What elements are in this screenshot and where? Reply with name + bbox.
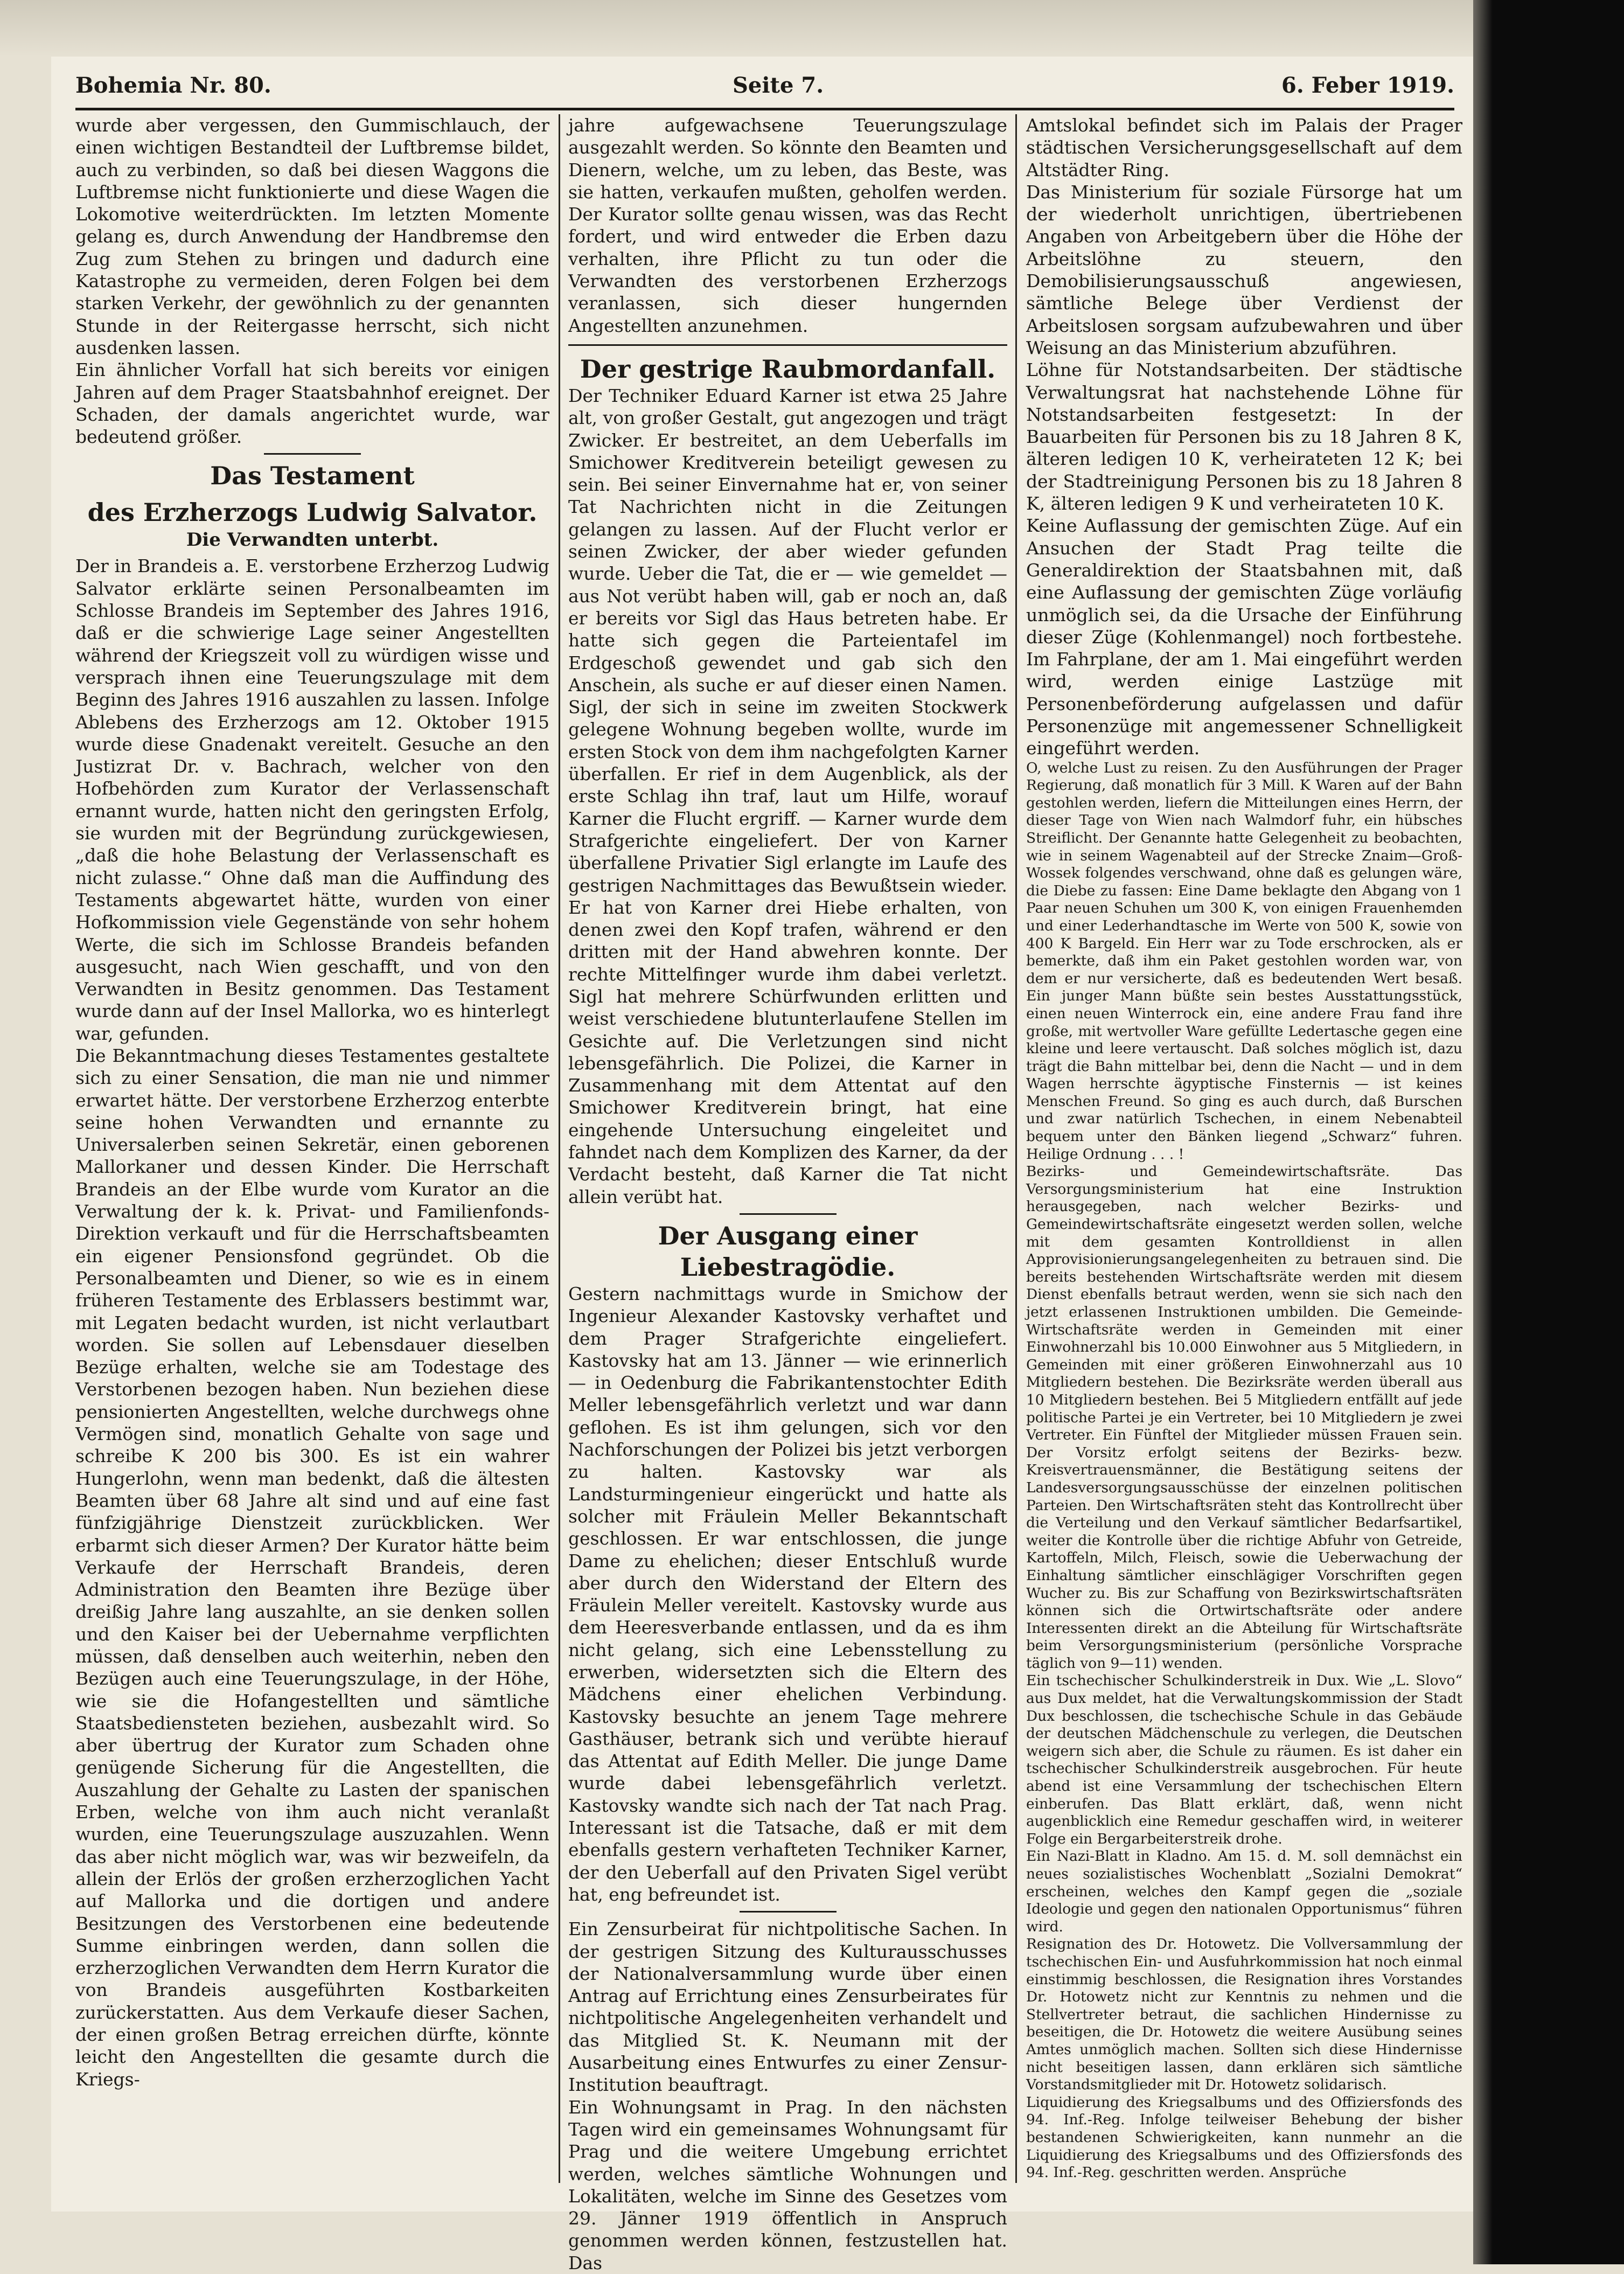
section-divider xyxy=(740,1911,837,1913)
article-paragraph: Ein Zensurbeirat für nichtpolitische Sachen. In der gestrigen Sitzung des Kulturausschusses der Nationalversammlung wurde über einen Antrag auf Errichtung eines Zensurbeirates für nichtpolitische Angelegenheiten verhandelt und das Mitglied St. K. Neumann mit der Ausarbeitung eines Entwurfes zu einer Zensur-Institution beauftragt. xyxy=(568,1918,1007,2096)
article-paragraph: Resignation des Dr. Hotowetz. Die Vollversammlung der tschechischen Ein- und Ausfuhrkommission hat noch einmal einstimmig beschlossen, die Resignation ihres Vorstandes Dr. Hotowetz nicht zur Kenntnis zu nehmen und die Stellvertreter betraut, die sachlichen Hindernisse zu beseitigen, die Dr. Hotowetz die weitere Ausübung seines Amtes unmöglich machen. Sollten sich diese Hindernisse nicht beseitigen lassen, dann erklären sich sämtliche Vorstandsmitglieder mit Dr. Hotowetz solidarisch. xyxy=(1026,1936,1462,2094)
column-3 xyxy=(1026,114,1462,2194)
article-paragraph: Ein ähnlicher Vorfall hat sich bereits vor einigen Jahren auf dem Prager Staatsbahnhof ereignet. Der Schaden, der damals angerichtet wurde, war bedeutend größer. xyxy=(75,359,549,448)
article-paragraph: Bezirks- und Gemeindewirtschaftsräte. Das Versorgungsministerium hat eine Instruktion herausgegeben, nach welcher Bezirks- und Gemeindewirtschaftsräte eingesetzt werden sollen, welche mit dem gesamten Kontrolldienst in allen Approvisionierungsangelegenheiten zu betrauen sind. Die bereits bestehenden Wirtschaftsräte werden mit diesem Dienst ebenfalls betraut werden, wenn sie sich nach den jetzt erlassenen Instruktionen umbilden. Die Gemeinde-Wirtschaftsräte werden in Gemeinden mit einer Einwohnerzahl bis 10.000 Einwohner aus 5 Mitgliedern, in Gemeinden mit einer größeren Einwohnerzahl aus 10 Mitgliedern bestehen. Die Bezirksräte werden überall aus 10 Mitgliedern bestehen. Bei 5 Mitgliedern entfällt auf jede politische Partei je ein Vertreter, bei 10 Mitgliedern je zwei Vertreter. Ein Fünftel der Mitglieder müssen Frauen sein. Der Vorsitz erfolgt seitens der Bezirks- bezw. Kreisvertrauensmänner, die Bestätigung seitens der Landesversorgungsausschüsse der einzelnen politischen Parteien. Den Wirtschaftsräten steht das Kontrollrecht über die Verteilung und den Verkauf sämtlicher Bedarfsartikel, weiter die Kontrolle über die richtige Abfuhr von Getreide, Kartoffeln, Milch, Fleisch, sowie die Ueberwachung der Einhaltung sämtlicher einschlägiger Vorschriften gegen Wucher zu. Bis zur Schaffung von Bezirkswirtschaftsräten können sich die Ortwirtschaftsräte oder andere Interessenten direkt an die Abteilung für Wirtschaftsräte beim Versorgungsministerium (persönliche Vorsprache täglich von 9—11) wenden. xyxy=(1026,1163,1462,1672)
page-header xyxy=(75,67,1454,105)
article-paragraph: Ein tschechischer Schulkinderstreik in Dux. Wie „L. Slovo“ aus Dux meldet, hat die Verwaltungskommission der Stadt Dux beschlossen, die tschechische Schule in das Gebäude der deutschen Mädchenschule zu verlegen, die Deutschen weigern sich aber, die Schule zu räumen. Es ist daher ein tschechischer Schulkinderstreik ausgebrochen. Für heute abend ist eine Versammlung der tschechischen Eltern einberufen. Das Blatt erklärt, daß, wenn nicht augenblicklich eine Remedur geschaffen wird, in weiterer Folge ein Bergarbeiterstreik drohe. xyxy=(1026,1672,1462,1847)
article-paragraph: Gestern nachmittags wurde in Smichow der Ingenieur Alexander Kastovsky verhaftet und dem Prager Strafgerichte eingeliefert. Kastovsky hat am 13. Jänner — wie erinnerlich — in Oedenburg die Fabrikantenstochter Edith Meller lebensgefährlich verletzt und war dann geflohen. Es ist ihm gelungen, sich vor den Nachforschungen der Polizei bis jetzt verborgen zu halten. Kastovsky war als Landsturmingenieur eingerückt und hatte als solcher mit Fräulein Meller Bekanntschaft geschlossen. Er war entschlossen, die junge Dame zu ehelichen; dieser Entschluß wurde aber durch den Widerstand der Eltern des Fräulein Meller vereitelt. Kastovsky wurde aus dem Heeresverbande entlassen, und da es ihm nicht gelang, sich eine Lebensstellung zu erwerben, widersetzten sich die Eltern des Mädchens einer ehelichen Verbindung. Kastovsky besuchte an jenem Tage mehrere Gasthäuser, betrank sich und verübte hierauf das Attentat auf Edith Meller. Die junge Dame wurde dabei lebensgefährlich verletzt. Kastovsky wandte sich nach der Tat nach Prag. Interessant ist die Tatsache, daß er mit dem ebenfalls gestern verhafteten Techniker Karner, der den Ueberfall auf den Privaten Sigel verübt hat, eng befreundet ist. xyxy=(568,1283,1007,1905)
headline-testament: Das Testament xyxy=(210,461,415,491)
article-paragraph: Der Techniker Eduard Karner ist etwa 25 Jahre alt, von großer Gestalt, gut angezogen und trägt Zwicker. Er bestreitet, an dem Ueberfalls im Smichower Kreditverein beteiligt gewesen zu sein. Bei seiner Einvernahme hat er, von seiner Tat Nachrichten nicht in die Zeitungen gelangen zu lassen. Auf der Flucht verlor er seinen Zwicker, der aber wieder gefunden wurde. Ueber die Tat, die er — wie gemeldet — aus Not verübt haben will, gab er noch an, daß er bereits vor Sigl das Haus betreten habe. Er hatte sich gegen die Parteientafel im Erdgeschoß gewendet und gab sich den Anschein, als suche er auf dieser einen Namen. Sigl, der sich in seine im zweiten Stockwerk gelegene Wohnung begeben wollte, wurde im ersten Stock von dem ihm nachgefolgten Karner überfallen. Er rief in dem Augenblick, als der erste Schlag ihn traf, laut um Hilfe, worauf Karner die Flucht ergriff. — Karner wurde dem Strafgerichte eingeliefert. Der von Karner überfallene Privatier Sigl erlangte im Laufe des gestrigen Nachmittages das Bewußtsein wieder. Er hat von Karner drei Hiebe erhalten, von denen zwei den Kopf trafen, während er den dritten mit der Hand abwehren konnte. Der rechte Mittelfinger wurde ihm dabei verletzt. Sigl hat mehrere Schürfwunden erlitten und weist verschiedene blutunterlaufene Stellen im Gesichte auf. Die Verletzungen sind nicht lebensgefährlich. Die Polizei, die Karner in Zusammenhang mit dem Attentat auf den Smichower Kreditverein bringt, hat eine eingehende Untersuchung eingeleitet und fahndet nach dem Komplizen des Karner, da der Verdacht besteht, daß Karner die Tat nicht allein verübt hat. xyxy=(568,385,1007,1207)
article-paragraph: Liquidierung des Kriegsalbums und des Offiziersfonds des 94. Inf.-Reg. Infolge teilweiser Behebung der bisher bestandenen Schwierigkeiten, kann nunmehr an die Liquidierung des Kriegsalbums und des Offiziersfonds des 94. Inf.-Reg. geschritten werden. Ansprüche xyxy=(1026,2094,1462,2181)
column-rule-1 xyxy=(559,114,560,2183)
header-page-number: Seite 7. xyxy=(733,73,824,98)
headline-testament-line2: des Erzherzogs Ludwig Salvator. xyxy=(87,498,538,527)
header-date: 6. Feber 1919. xyxy=(1281,73,1454,98)
column-1 xyxy=(75,114,549,2194)
article-paragraph: Ein Nazi-Blatt in Kladno. Am 15. d. M. soll demnächst ein neues sozialistisches Wochenblatt „Sozialni Demokrat“ erscheinen, welches den Kampf gegen die „soziale Ideologie und gegen den nationalen Opportunismus“ führen wird. xyxy=(1026,1848,1462,1935)
scan-edge-strip xyxy=(1473,0,1624,2264)
article-paragraph: wurde aber vergessen, den Gummischlauch, der einen wichtigen Bestandteil der Luftbremse bildet, auch zu verbinden, so daß bei diesen Waggons die Luftbremse nicht funktionierte und diese Wagen die Lokomotive weiterdrückten. Im letzten Momente gelang es, durch Anwendung der Handbremse den Zug zum Stehen zu bringen und dadurch eine Katastrophe zu vermeiden, deren Folgen bei dem starken Verkehr, der gewöhnlich zu der genannten Stunde in der Reitergasse herrscht, sich nicht ausdenken lassen. xyxy=(75,115,549,358)
header-paper-issue: Bohemia Nr. 80. xyxy=(75,73,271,98)
section-divider xyxy=(568,344,1007,346)
article-paragraph: Keine Auflassung der gemischten Züge. Auf ein Ansuchen der Stadt Prag teilte die Generaldirektion der Staatsbahnen mit, daß eine Auflassung der gemischten Züge vorläufig unmöglich sei, da die Ursache der Einführung dieser Züge (Kohlenmangel) noch fortbestehe. Im Fahrplane, der am 1. Mai eingeführt werden wird, werden einige Lastzüge mit Personenbeförderung aufgelassen und dafür Personenzüge mit angemessener Schnelligkeit eingeführt werden. xyxy=(1026,515,1462,759)
article-paragraph: Löhne für Notstandsarbeiten. Der städtische Verwaltungsrat hat nachstehende Löhne für Notstandsarbeiten festgesetzt: In der Bauarbeiten für Personen bis zu 18 Jahren 8 K, älteren ledigen 10 K, verheirateten 12 K; bei der Stadtreinigung Personen bis zu 18 Jahren 8 K, älteren ledigen 9 K und verheirateten 10 K. xyxy=(1026,359,1462,514)
header-rule xyxy=(75,108,1454,110)
headline-raubmord: Der gestrige Raubmordanfall. xyxy=(580,354,996,384)
article-paragraph: Ein Wohnungsamt in Prag. In den nächsten Tagen wird ein gemeinsames Wohnungsamt für Prag und die weitere Umgebung errichtet werden, welches sämtliche Wohnungen und Lokalitäten, welche im Sinne des Gesetzes vom 29. Jänner 1919 öffentlich in Anspruch genommen werden können, festzustellen hat. Das xyxy=(568,2096,1007,2273)
scan-top-margin xyxy=(0,0,1473,57)
column-rule-2 xyxy=(1015,114,1017,2183)
article-paragraph: Die Bekanntmachung dieses Testamentes gestaltete sich zu einer Sensation, die man nie und nimmer erwartet hätte. Der verstorbene Erzherzog enterbte seine hohen Verwandten und ernannte zu Universalerben seinen Sekretär, einen geborenen Mallorkaner und dessen Kinder. Die Herrschaft Brandeis an der Elbe wurde vom Kurator an die Verwaltung der k. k. Privat- und Familienfonds-Direktion verkauft und für die Herrschaftsbeamten ein eigener Pensionsfond gegründet. Ob die Personalbeamten und Diener, so wie es in einem früheren Testamente des Erblassers bestimmt war, mit Legaten bedacht wurden, ist nicht verlautbart worden. Sie sollen auf Lebensdauer dieselben Bezüge erhalten, welche sie am Todestage des Verstorbenen bezogen haben. Nun beziehen diese pensionierten Angestellten, welche durchwegs ohne Vermögen sind, monatlich Gehalte von sage und schreibe K 200 bis 300. Es ist ein wahrer Hungerlohn, wenn man bedenkt, daß die ältesten Beamten über 68 Jahre alt sind und auf eine fast fünfzigjährige Dienstzeit zurückblicken. Wer erbarmt sich dieser Armen? Der Kurator hätte beim Verkaufe der Herrschaft Brandeis, deren Administration den Beamten ihre Bezüge über dreißig Jahre lang auszahlte, an sie denken sollen und den Kaiser bei der Uebernahme verpflichten müssen, daß denselben auch weiterhin, neben den Bezügen auch eine Teuerungszulage, in der Höhe, wie sie die Hofangestellten und sämtliche Staatsbediensteten beziehen, ausbezahlt wird. So aber übertrug der Kurator zum Schaden ohne genügende Sicherung für die Angestellten, die Auszahlung der Gehalte zu Lasten der spanischen Erben, welche von ihm auch nicht veranlaßt wurden, eine Teuerungszulage auszuzahlen. Wenn das aber nicht möglich war, was wir bezweifeln, da allein der Erlös der großen erzherzoglichen Yacht auf Mallorka und die dortigen und andere Besitzungen des Verstorbenen eine bedeutende Summe einbringen werden, dann sollen die erzherzoglichen Verwandten dem Herrn Kurator die von Brandeis ausgeführten Kostbarkeiten zurückerstatten. Aus dem Verkaufe dieser Sachen, der einen großen Betrag erreichen dürfte, könnte leicht den Angestellten die gesamte durch die Kriegs- xyxy=(75,1045,549,2090)
article-paragraph: Amtslokal befindet sich im Palais der Prager städtischen Versicherungsgesellschaft auf dem Altstädter Ring. xyxy=(1026,115,1462,180)
headline-liebestragoedie: Der Ausgang einer Liebestragödie. xyxy=(658,1221,918,1282)
column-2 xyxy=(568,114,1007,2273)
article-paragraph: Der in Brandeis a. E. verstorbene Erzherzog Ludwig Salvator erklärte seinen Personalbeamten im Schlosse Brandeis im September des Jahres 1916, daß er die schwierige Lage seiner Angestellten während der Kriegszeit voll zu würdigen wisse und versprach ihnen eine Teuerungszulage mit dem Beginn des Jahres 1916 auszahlen zu lassen. Infolge Ablebens des Erzherzogs am 12. Oktober 1915 wurde diese Gnadenakt vereitelt. Gesuche an den Justizrat Dr. v. Bachrach, welcher von den Hofbehörden zum Kurator der Verlassenschaft ernannt wurde, hatten nicht den geringsten Erfolg, sie wurden mit der Begründung zurückgewiesen, „daß die hohe Belastung der Verlassenschaft es nicht zulasse.“ Ohne daß man die Auffindung des Testaments abgewartet hätte, wurden von einer Hofkommission viele Gegenstände von sehr hohem Werte, die sich im Schlosse Brandeis befanden ausgesucht, nach Wien geschafft, und von den Verwandten in Besitz genommen. Das Testament wurde dann auf der Insel Mallorka, wo es hinterlegt war, gefunden. xyxy=(75,555,549,1044)
section-divider xyxy=(264,453,361,455)
subheadline-testament: Die Verwandten unterbt. xyxy=(186,529,439,551)
article-paragraph: O, welche Lust zu reisen. Zu den Ausführungen der Prager Regierung, daß monatlich für 3 Mill. K Waren auf der Bahn gestohlen werden, liefern die Mitteilungen eines Herrn, der dieser Tage von Wien nach Walmdorf fuhr, ein hübsches Streiflicht. Der Genannte hatte Gelegenheit zu beobachten, wie in seinem Wagenabteil auf der Strecke Znaim—Groß-Wossek folgendes verschwand, ohne daß es gelungen wäre, die Diebe zu fassen: Eine Dame beklagte den Abgang von 1 Paar neuen Schuhen um 300 K, von einigen Frauenhemden und einer Lederhandtasche im Werte von 500 K, sowie von 400 K Bargeld. Ein Herr war zu Tode erschrocken, als er bemerkte, daß ihm ein Paket gestohlen worden war, von dem er nur versicherte, daß es bedeutenden Wert besaß. Ein junger Mann büßte sein bestes Ausstattungsstück, einen neuen Winterrock ein, eine andere Frau fand ihre große, mit wertvoller Ware gefüllte Ledertasche gegen eine kleine und leere vertauscht. Daß solches möglich ist, dazu trägt die Bahn mittelbar bei, denn die Nacht — und in dem Wagen herrschte ägyptische Finsternis — ist keines Menschen Freund. So ging es auch durch, daß Burschen und zwar natürlich Tschechen, in einem Nebenabteil bequem unter den Bänken liegend „Schwarz“ fuhren. Heilige Ordnung . . . ! xyxy=(1026,759,1462,1163)
article-paragraph: jahre aufgewachsene Teuerungszulage ausgezahlt werden. So könnte den Beamten und Dienern, welche, um zu leben, das Beste, was sie hatten, verkaufen mußten, geholfen werden. Der Kurator sollte genau wissen, was das Recht fordert, und wird entweder die Erben dazu verhalten, ihre Pflicht zu tun oder die Verwandten des verstorbenen Erzherzogs veranlassen, sich dieser hungernden Angestellten anzunehmen. xyxy=(568,115,1007,336)
section-divider xyxy=(740,1213,837,1215)
article-paragraph: Das Ministerium für soziale Fürsorge hat um der wiederholt unrichtigen, übertriebenen Angaben von Arbeitgebern über die Höhe der Arbeitslöhne zu steuern, den Demobilisierungsausschuß angewiesen, sämtliche Belege über Verdienst der Arbeitslosen sorgsam aufzubewahren und über Weisung an das Ministerium abzuführen. xyxy=(1026,181,1462,358)
